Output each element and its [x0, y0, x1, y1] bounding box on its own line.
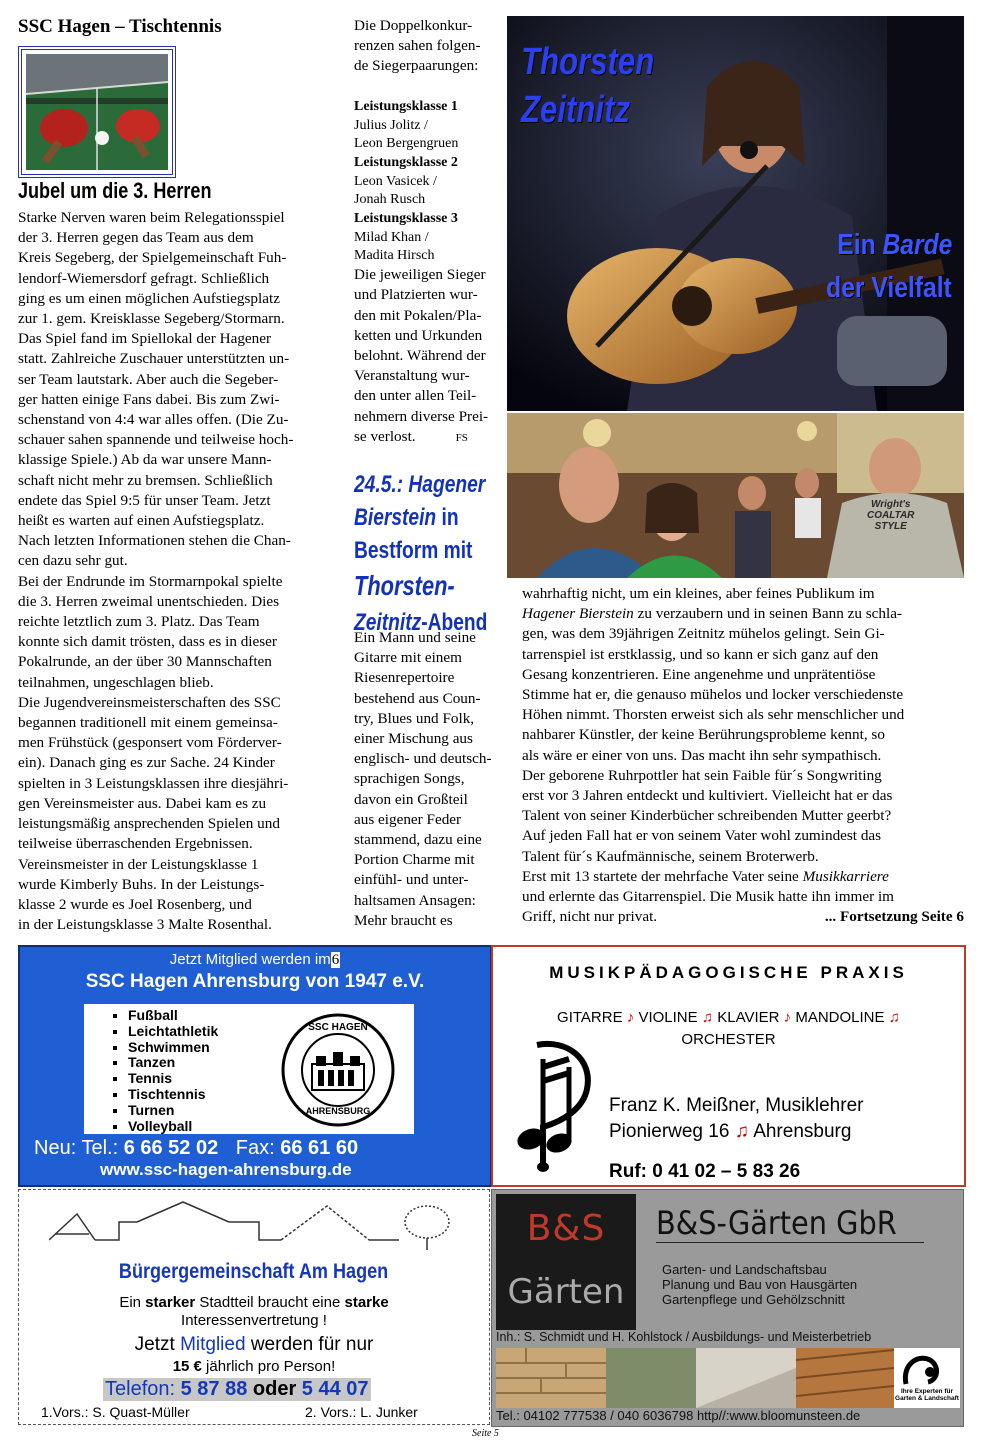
music-school-ad: [491, 945, 966, 1187]
text-line: den unter allen Teil-: [354, 387, 477, 405]
text-line: spielten in 3 Leistungsklassen ihre diesjähri-: [18, 774, 289, 792]
article-2-column: [354, 628, 514, 931]
sport-item: ▪ Tanzen: [128, 1055, 414, 1071]
bs-logo-top: B&S: [526, 1208, 606, 1249]
text-line: Höhen nimmt. Thorsten erweist sich als sehr menschlicher und: [522, 706, 905, 724]
text-line: Vereinsmeister in der Leistungsklasse 1: [18, 855, 259, 873]
bs-badge: [894, 1348, 960, 1408]
text-line: englisch- und deutsch-: [354, 750, 492, 768]
text-line: als wäre er einer von uns. Das macht ihn sehr sympathisch.: [522, 746, 882, 764]
bg-slogan-2: Interessenvertretung !: [181, 1312, 327, 1329]
bs-garden-photos: [496, 1348, 960, 1408]
ssc-sports-box: [84, 1004, 414, 1134]
bs-logo-bottom: Gärten: [507, 1272, 625, 1312]
text-line: Der geborene Ruhrpottler hat sein Faible für´s Songwriting: [522, 766, 882, 784]
page-title: SSC Hagen – Tischtennis: [18, 16, 222, 37]
text-line: heißt es warten auf einen Aufstiegsplatz.: [18, 512, 265, 530]
doubles-outro: [354, 265, 510, 448]
text-line: schauer sahen spannende und teilweise hoch-: [18, 431, 294, 449]
text-line: Auf jeden Fall hat er von seinem Vater wohl zumindest das: [522, 827, 882, 845]
text-line: ser Team lautstark. Aber auch die Segeber-: [18, 370, 279, 388]
winner-pair: Leon Vasicek /: [354, 174, 437, 190]
text-line: nahbarer Künstler, der keine Berührungsprobleme kennt, so: [522, 726, 885, 744]
text-line: endete das Spiel 9:5 für unser Team. Jetzt: [18, 491, 271, 509]
text-line: davon ein Großteil: [354, 790, 468, 808]
text-line: einer Mischung aus: [354, 730, 473, 748]
bg-membership: Jetzt Mitglied werden für nur: [134, 1334, 374, 1355]
winner-pair: Madita Hirsch: [354, 248, 435, 264]
page-number: Seite 5: [472, 1428, 499, 1439]
text-line: belohnt. Während der: [354, 347, 486, 365]
text-line: Pokalrunde, an der über 30 Mannschaften: [18, 653, 272, 671]
service-item: Planung und Bau von Hausgärten: [662, 1277, 858, 1292]
text-line: Riesenrepertoire: [354, 669, 455, 687]
houses-drawing: [49, 1200, 459, 1252]
sport-item: ▪ Tennis: [128, 1071, 414, 1087]
winner-pair: Jonah Rusch: [354, 192, 426, 208]
seal-top-text: SSC HAGEN: [308, 1022, 368, 1033]
sport-item: ▪ Schwimmen: [128, 1040, 414, 1056]
music-ad-title: MUSIKPÄDAGOGISCHE PRAXIS: [549, 963, 908, 982]
author-initials: FS: [455, 431, 468, 444]
bs-logo: [496, 1194, 636, 1330]
text-line: ger hatten einige Fans dabei. Bis zum Zwi-: [18, 390, 280, 408]
buergergemeinschaft-ad: [18, 1189, 490, 1425]
text-line: lendorf-Wiemersdorf gefragt. Schließlich: [18, 269, 270, 287]
text-line: konnte sich damit trösten, dass es in dieser: [18, 633, 277, 651]
text-line: haltsamen Ansagen:: [354, 891, 476, 909]
text-line: klassige Spiele.) Ab da war unsere Mann-: [18, 451, 272, 469]
article-2-continued: [522, 584, 964, 927]
class-heading: Leistungsklasse 3: [354, 211, 458, 227]
audience-photo: [507, 413, 964, 578]
bs-company-name: B&S-Gärten GbR: [656, 1204, 924, 1243]
article-headline-bierstein: 24.5.: Hagener Bierstein in Bestform mit Thorsten- Zeitnitz-Abend: [354, 471, 488, 636]
text-line: Starke Nerven waren beim Relegationsspiel: [18, 209, 285, 226]
text-line: Hagener Bierstein zu verzaubern und in seinen Bann zu schla-: [522, 605, 902, 623]
sport-item: ▪ Tischtennis: [128, 1087, 414, 1103]
text-line: in der Leistungsklasse 3 Malte Rosenthal.: [18, 916, 272, 934]
bg-slogan: Ein starker Stadtteil braucht eine starke: [119, 1294, 389, 1311]
ssc-club-name: SSC Hagen Ahrensburg von 1947 e.V.: [85, 971, 425, 992]
text-line: begannen traditionell mit einem gemeinsa-: [18, 714, 278, 732]
ssc-contact-line: Neu: Tel.: 6 66 52 02 Fax: 66 61 60: [34, 1137, 359, 1159]
text-line: der 3. Herren gegen das Team aus dem: [18, 229, 254, 247]
doubles-results: [354, 16, 510, 448]
text-line: wahrhaftig nicht, um ein kleines, aber feines Publikum im: [522, 585, 875, 602]
service-item: Garten- und Landschaftsbau: [662, 1262, 827, 1277]
text-line: gen, was dem 39jährigen Zeitnitz mühelos gelingt. Sein Gi-: [522, 625, 885, 643]
text-line: stammend, dazu eine: [354, 831, 482, 849]
thorsten-zeitnitz-photo: [507, 16, 964, 411]
text-line: den mit Pokalen/Pla-: [354, 306, 482, 324]
text-line: Bei der Endrunde im Stormarnpokal spielte: [18, 572, 283, 590]
text-line: Veranstaltung wur-: [354, 367, 470, 385]
text-line: teilweise überraschenden Ergebnissen.: [18, 835, 253, 853]
text-line: und erlernte das Gitarrenspiel. Die Musik hatte ihn immer im: [522, 888, 894, 906]
bg-chair-1: 1.Vors.: S. Quast-Müller: [41, 1404, 190, 1420]
bs-gaerten-ad: [491, 1189, 964, 1427]
article-1-body: [18, 208, 338, 935]
table-tennis-image: [18, 46, 176, 178]
performer-name: Thorsten Zeitnitz: [521, 41, 655, 131]
shirt-print: Wright's COALTAR STYLE: [867, 499, 915, 532]
text-line: try, Blues und Folk,: [354, 709, 475, 727]
ssc-seal-logo: [280, 1012, 396, 1128]
continuation-link[interactable]: ... Fortsetzung Seite 6: [824, 908, 964, 926]
text-line: Die Jugendvereinsmeisterschaften des SSC: [18, 693, 281, 711]
text-line: sprachigen Songs,: [354, 770, 465, 788]
text-line: Ein Mann und seine: [354, 629, 476, 646]
doubles-intro: [354, 16, 510, 77]
text-line: Gitarre mit einem: [354, 649, 462, 667]
text-line: zur 1. gem. Kreisklasse Segeberg/Stormarn.: [18, 310, 285, 328]
text-line: Portion Charme mit: [354, 851, 475, 869]
text-line: cen dazu sehr gut.: [18, 552, 128, 570]
instrument-list-line2: ORCHESTER: [681, 1031, 776, 1048]
winner-pair: Leon Bergengruen: [354, 135, 459, 151]
text-line: nehmern diverse Prei-: [354, 407, 489, 425]
text-line: Mehr braucht es: [354, 911, 453, 929]
class-heading: Leistungsklasse 2: [354, 154, 458, 170]
text-line: erst vor 3 Jahren entdeckt und kultiviert. Vielleicht hat er das: [522, 787, 893, 805]
teacher-address: Pionierweg 16 ♫ Ahrensburg: [609, 1121, 852, 1142]
text-line: Das Spiel fand im Spiellokal der Hagener: [18, 330, 272, 348]
text-line: ketten und Urkunden: [354, 326, 483, 344]
text-line: Talent für´s Kaufmännische, seinem Broterwerb.: [522, 847, 819, 865]
text-line: de Siegerpaarungen:: [354, 57, 479, 75]
text-line: wurde Kimberly Buhs. In der Leistungs-: [18, 875, 265, 893]
text-line: renzen sahen folgen-: [354, 37, 481, 55]
sport-item: ▪ Fußball: [128, 1008, 414, 1024]
outro-last: se verlost.: [354, 427, 416, 445]
photo-caption: Ein Barde der Vielfalt: [826, 229, 952, 304]
text-line: tarrenspiel ist erstklassig, und so kann er sich ganz auf den: [522, 645, 879, 663]
winner-pair: Milad Khan /: [354, 230, 429, 246]
bg-title: Bürgergemeinschaft Am Hagen: [119, 1260, 389, 1283]
ssc-website-link[interactable]: www.ssc-hagen-ahrensburg.de: [100, 1160, 352, 1179]
text-line: Nach letzten Informationen stehen die Chan-: [18, 532, 291, 550]
winner-pair: Julius Jolitz /: [354, 117, 428, 133]
text-line: gen Vereinsmeister aus. Dabei kam es zu: [18, 794, 267, 812]
teacher-name: Franz K. Meißner, Musiklehrer: [609, 1095, 864, 1116]
bg-phone: Telefon: 5 87 88 oder 5 44 07: [105, 1378, 369, 1400]
text-line: klasse 2 wurde es Joel Rosenberg, und: [18, 895, 252, 913]
sport-item: ▪ Turnen: [128, 1103, 414, 1119]
text-line: reichte letztlich zum 3. Platz. Das Team: [18, 613, 260, 631]
instrument-list: GITARRE ♪ VIOLINE ♫ KLAVIER ♪ MANDOLINE ♫: [557, 1009, 900, 1026]
text-line: schenstand von 4:4 war alles offen. (Die Zu-: [18, 411, 289, 429]
bg-chair-2: 2. Vors.: L. Junker: [305, 1404, 418, 1420]
article-headline-jubel: Jubel um die 3. Herren: [18, 178, 212, 203]
article-2-last-line: Griff, nicht nur privat.: [522, 908, 658, 926]
teacher-phone: Ruf: 0 41 02 – 5 83 26: [609, 1161, 801, 1182]
sport-item: ▪ Volleyball: [128, 1119, 414, 1135]
text-line: Die jeweiligen Sieger: [354, 266, 486, 284]
bg-price: 15 € jährlich pro Person!: [172, 1358, 336, 1375]
text-line: bestehend aus Coun-: [354, 689, 481, 707]
text-line: Erst mit 13 startete der mehrfache Vater seine Musikkarriere: [522, 867, 889, 885]
seal-bottom-text: AHRENSBURG: [305, 1106, 371, 1116]
text-line: Kreis Segeberg, der Spielgemeinschaft Fuh-: [18, 249, 287, 267]
service-item: Gartenpflege und Gehölzschnitt: [662, 1292, 845, 1307]
text-line: und Platzierten wur-: [354, 286, 478, 304]
text-line: ein). Danach ging es zur Sache. 24 Kinder: [18, 754, 275, 772]
music-notes-icon: [507, 1039, 597, 1175]
text-line: [354, 427, 510, 448]
text-line: Gesang konzentrieren. Eine angenehme und unprätentiöse: [522, 665, 876, 683]
text-line: teilnahmen, ungeschlagen blieb.: [18, 673, 214, 691]
text-line: ging es um einen möglichen Aufstiegsplatz: [18, 289, 280, 307]
text-line: Die Doppelkonkur-: [354, 17, 473, 34]
bs-badge-text: Ihre Experten für Garten & Landschaft: [895, 1388, 959, 1402]
bs-contact[interactable]: Tel.: 04102 777538 / 040 6036798 http//:www.bloomunsteen.de: [496, 1408, 861, 1423]
text-line: einfühl- und unter-: [354, 871, 469, 889]
ssc-membership-ad: [18, 945, 492, 1187]
text-line: men Frühstück (gesponsert vom Förderver-: [18, 734, 282, 752]
bs-owners: Inh.: S. Schmidt und H. Kohlstock / Ausbildungs- und Meisterbetrieb: [496, 1330, 872, 1344]
text-line: Stimme hat er, die genauso mühelos und locker verschiedenste: [522, 686, 904, 704]
ssc-ad-top-line: Jetzt Mitglied werden im6: [169, 951, 340, 968]
text-line: Talent von seiner Kinderbücher schreibenden Mutter geerbt?: [522, 807, 892, 825]
text-line: die 3. Herren zweimal unentschieden. Dies: [18, 592, 280, 610]
text-line: leistungsmäßig ansprechenden Spielen und: [18, 815, 280, 833]
text-line: statt. Zahlreiche Zuschauer unterstützten un-: [18, 350, 290, 368]
sport-item: ▪ Leichtathletik: [128, 1024, 414, 1040]
doubles-winners-list: [354, 97, 510, 266]
text-line: schaft nicht mehr zu bremsen. Schließlich: [18, 471, 273, 489]
class-heading: Leistungsklasse 1: [354, 98, 458, 114]
text-line: aus eigener Feder: [354, 810, 462, 828]
bs-services: [662, 1262, 857, 1307]
